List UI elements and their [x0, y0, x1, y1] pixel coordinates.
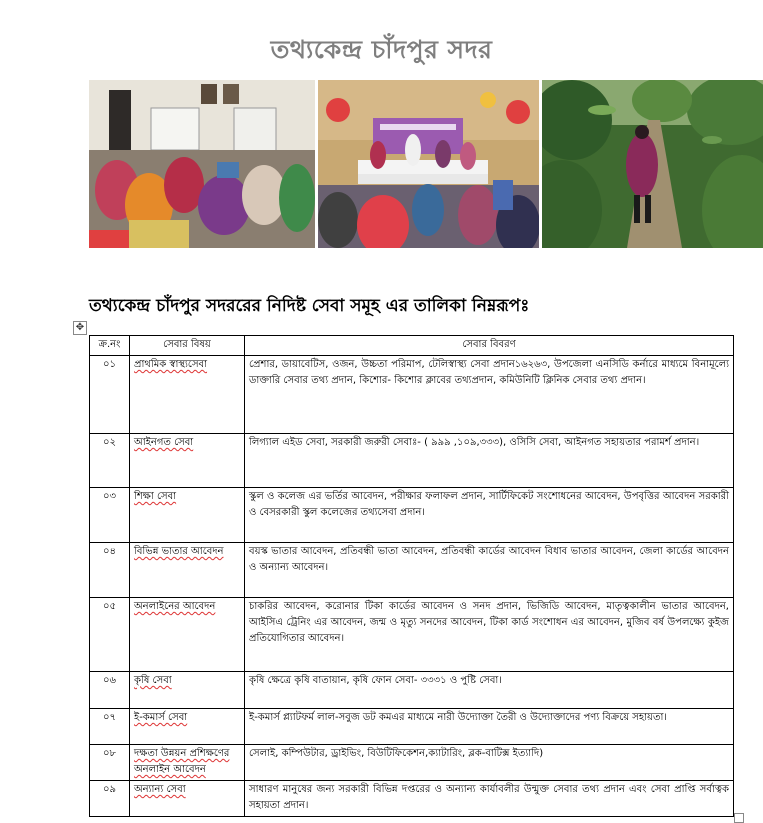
photo-strip — [89, 80, 763, 248]
document-title: তথ্যকেন্দ্র চাঁদপুর সদর — [270, 35, 493, 64]
row-serial: ০৯ — [90, 781, 130, 817]
header-serial: ক্র.নং — [90, 336, 130, 356]
row-service: শিক্ষা সেবা — [130, 488, 245, 543]
row-service: কৃষি সেবা — [130, 672, 245, 709]
table-row — [90, 434, 734, 488]
table-header-row — [90, 336, 734, 356]
row-serial: ০৪ — [90, 543, 130, 598]
row-details: কৃষি ক্ষেত্রে কৃষি বাতায়ান, কৃষি ফোন সেবা- ৩৩৩১ ও পুষ্টি সেবা। — [245, 672, 734, 709]
row-service: বিভিন্ন ভাতার আবেদন — [130, 543, 245, 598]
table-row — [90, 672, 734, 709]
row-details: বয়স্ক ভাতার আবেদন, প্রতিবন্ধী ভাতা আবেদন, প্রতিবন্ধী কার্ডের আবেদন বিধাব ভাতার আবেদন, জেলা কার্ডের আবেদন ও অন্যান্য আবেদন। — [245, 543, 734, 598]
row-serial: ০৬ — [90, 672, 130, 709]
table-row — [90, 709, 734, 745]
row-serial: ০৫ — [90, 598, 130, 672]
row-details: ই-কমার্স প্ল্যাটফর্ম লাল-সবুজ ডট কমএর মাধ্যমে নারী উদ্যোক্তা তৈরী ও উদ্যোক্তাদের পণ্য বিক্রয়ে সহায়তা। — [245, 709, 734, 745]
row-details: প্রেশার, ডায়াবেটিস, ওজন, উচ্চতা পরিমাপ, টেলিস্বাস্থ্য সেবা প্রদান১৬২৬৩, উপজেলা এনসিডি কর্নারে মাধ্যমে বিনামূল্যে ডাক্তারি সেবার তথ্য প্রদান, কিশোর- কিশোর ক্লাবের তথ্যপ্রদান, কমিউনিটি ক্লিনিক সেবার তথ্য প্রদান। — [245, 356, 734, 434]
row-details: সাধারণ মানুষের জন্য সরকারী বিভিন্ন দপ্তরের ও অন্যান্য কার্যাবলীর উন্মুক্ত সেবার তথ্য প্রদান এবং সেবা প্রাপ্তি সর্বাত্বক সহায়তা প্রদান। — [245, 781, 734, 817]
row-service: প্রাথমিক স্বাস্থ্যসেবা — [130, 356, 245, 434]
row-serial: ০১ — [90, 356, 130, 434]
table-move-handle-icon[interactable]: ✥ — [73, 321, 87, 335]
row-details: সেলাই, কম্পিউটার, ড্রাইভিং, বিউটিফিকেশন,ক্যাটারিং, ব্লক-বাটিক্স ইত্যাদি) — [245, 745, 734, 781]
row-details: স্কুল ও কলেজ এর ভর্তির আবেদন, পরীক্ষার ফলাফল প্রদান, সার্টিফিকেট সংশোধনের আবেদন, উপবৃত্তির আবেদন সরকারী ও বেসরকারী স্কুল কলেজের তথ্যসেবা প্রদান। — [245, 488, 734, 543]
services-list-heading: তথ্যকেন্দ্র চাঁদপুর সদররের নিদিষ্ট সেবা সমূহ এর তালিকা নিম্নরূপঃ — [89, 296, 530, 316]
table-resize-handle[interactable] — [734, 813, 744, 823]
row-serial: ০৮ — [90, 745, 130, 781]
table-row — [90, 781, 734, 817]
training-room-photo — [89, 80, 315, 248]
header-service: সেবার বিষয় — [130, 336, 245, 356]
services-table — [89, 335, 734, 817]
table-row — [90, 543, 734, 598]
row-details: লিগ্যাল এইড সেবা, সরকারী জরুরী সেবাঃ- ( ৯৯৯ ,১০৯,৩৩৩), ওসিসি সেবা, আইনগত সহায়তার পরামর্শ প্রদান। — [245, 434, 734, 488]
row-service: অনলাইনের আবেদন — [130, 598, 245, 672]
row-details: চাকরির আবেদন, করোনার টিকা কার্ডের আবেদন ও সনদ প্রদান, ভিজিডি আবেদন, মাতৃত্বকালীন ভাতার আবেদন, আইসিএ ট্রেনিং এর আবেদন, জন্ম ও মৃত্যু সনদের আবেদন, টিকা কার্ড সংশোধন এর আবেদন, মুজিব বর্ষ উপলক্ষ্যে কুইজ প্রতিযোগিতার আবেদন। — [245, 598, 734, 672]
table-row — [90, 745, 734, 781]
table-row — [90, 356, 734, 434]
row-service: ই-কমার্স সেবা — [130, 709, 245, 745]
row-serial: ০২ — [90, 434, 130, 488]
table-row — [90, 488, 734, 543]
header-details: সেবার বিবরণ — [245, 336, 734, 356]
village-path-photo — [542, 80, 763, 248]
row-service: আইনগত সেবা — [130, 434, 245, 488]
row-serial: ০৩ — [90, 488, 130, 543]
community-meeting-photo — [318, 80, 539, 248]
row-serial: ০৭ — [90, 709, 130, 745]
table-row — [90, 598, 734, 672]
row-service: দক্ষতা উন্নয়ন প্রশিক্ষণের অনলাইন আবেদন — [130, 745, 245, 781]
row-service: অন্যান্য সেবা — [130, 781, 245, 817]
